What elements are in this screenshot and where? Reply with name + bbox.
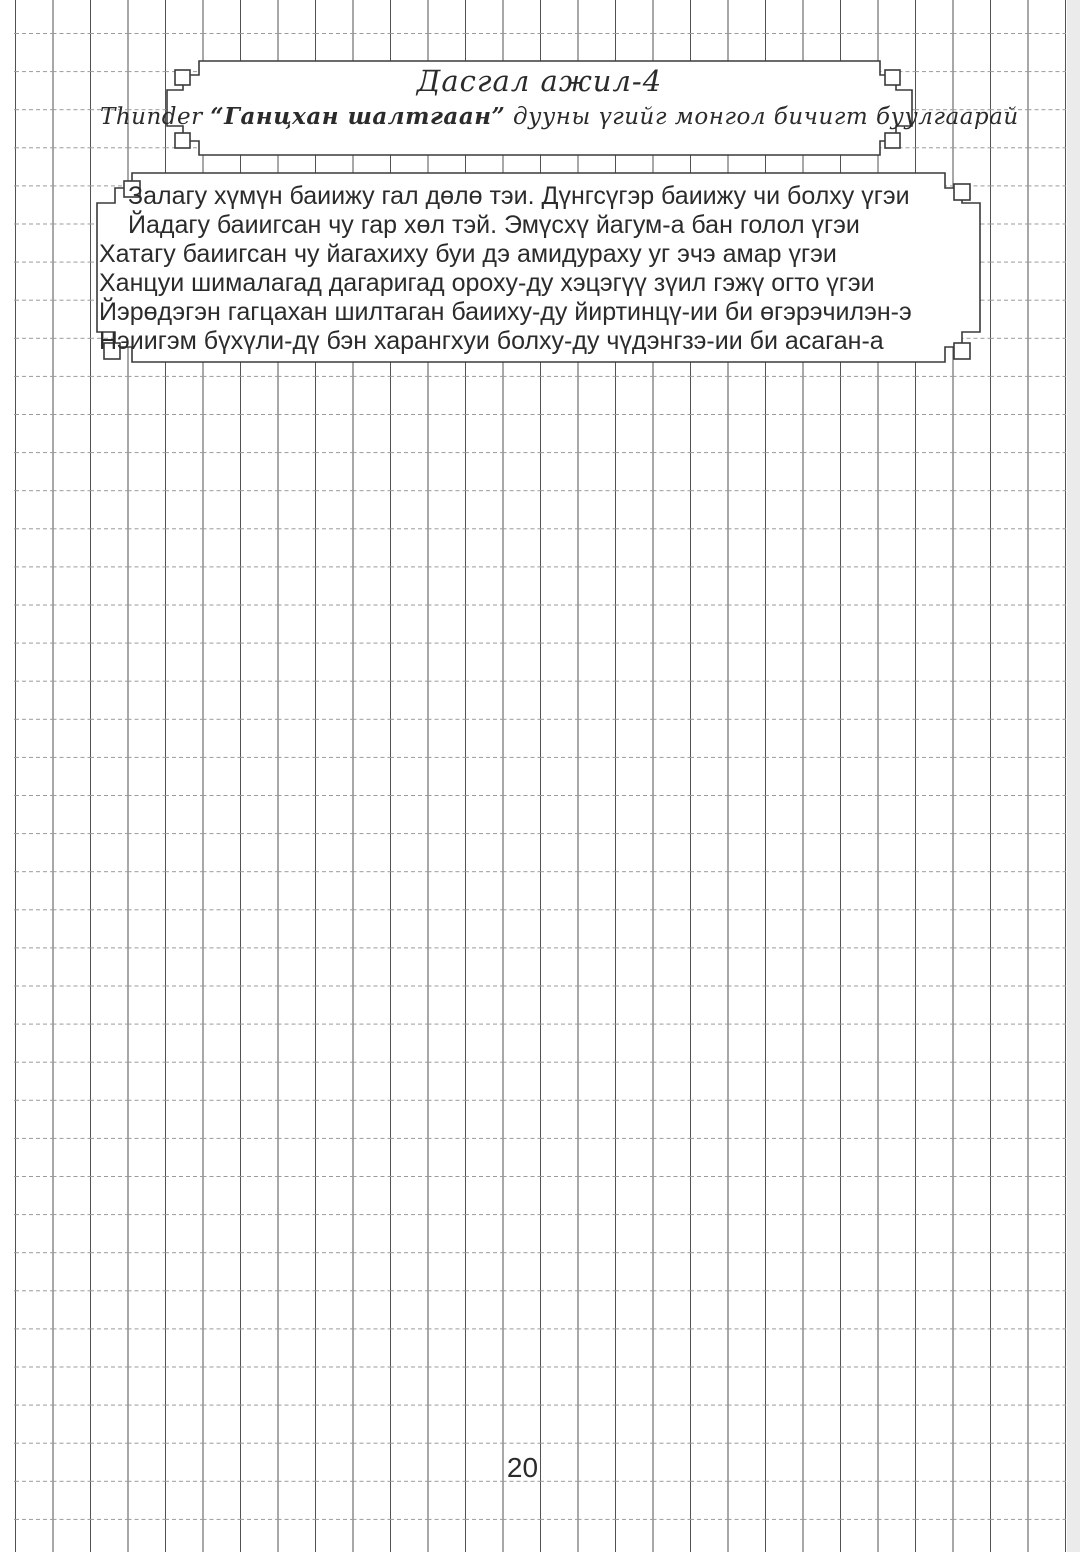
lyrics-line: Залагу хүмүн баиижу гал дөлө тэи. Дүнгсүгэр баиижу чи болху үгэи [128,182,910,210]
exercise-instruction [100,103,1019,139]
lyrics-line: Йэрөдэгэн гагцахан шилтаган баииху-ду йиртинцү-ии би өгэрэчилэн-э [99,298,912,326]
scan-edge-strip [1067,0,1080,1552]
instruction-rest: дууны үгийг монгол бичигт буулгаарай [513,104,1019,130]
song-title-quoted: “Ганцхан шалтгаан” [210,103,506,130]
lyrics-line: Йадагу баиигсан чу гар хөл тэй. Эмүсхү йагум-а бан голол үгэи [128,211,860,239]
exercise-title: Дасгал ажил-4 [416,64,663,98]
page-number: 20 [506,1452,539,1483]
lyrics-box [99,182,969,356]
lyrics-line: Нэиигэм бүхүли-дү бэн харангхуи болху-ду чүдэнгзэ-ии би асаган-а [99,327,884,355]
lyrics-line: Хатагу баиигсан чу йагахиху буи дэ амидураху уг эчэ амар үгэи [99,240,837,268]
instruction-prefix: Thunder [100,104,203,130]
lyrics-line: Ханцуи шималагад дагаригад ороху-ду хэцэгүү зүил гэжү огто үгэи [99,269,875,297]
